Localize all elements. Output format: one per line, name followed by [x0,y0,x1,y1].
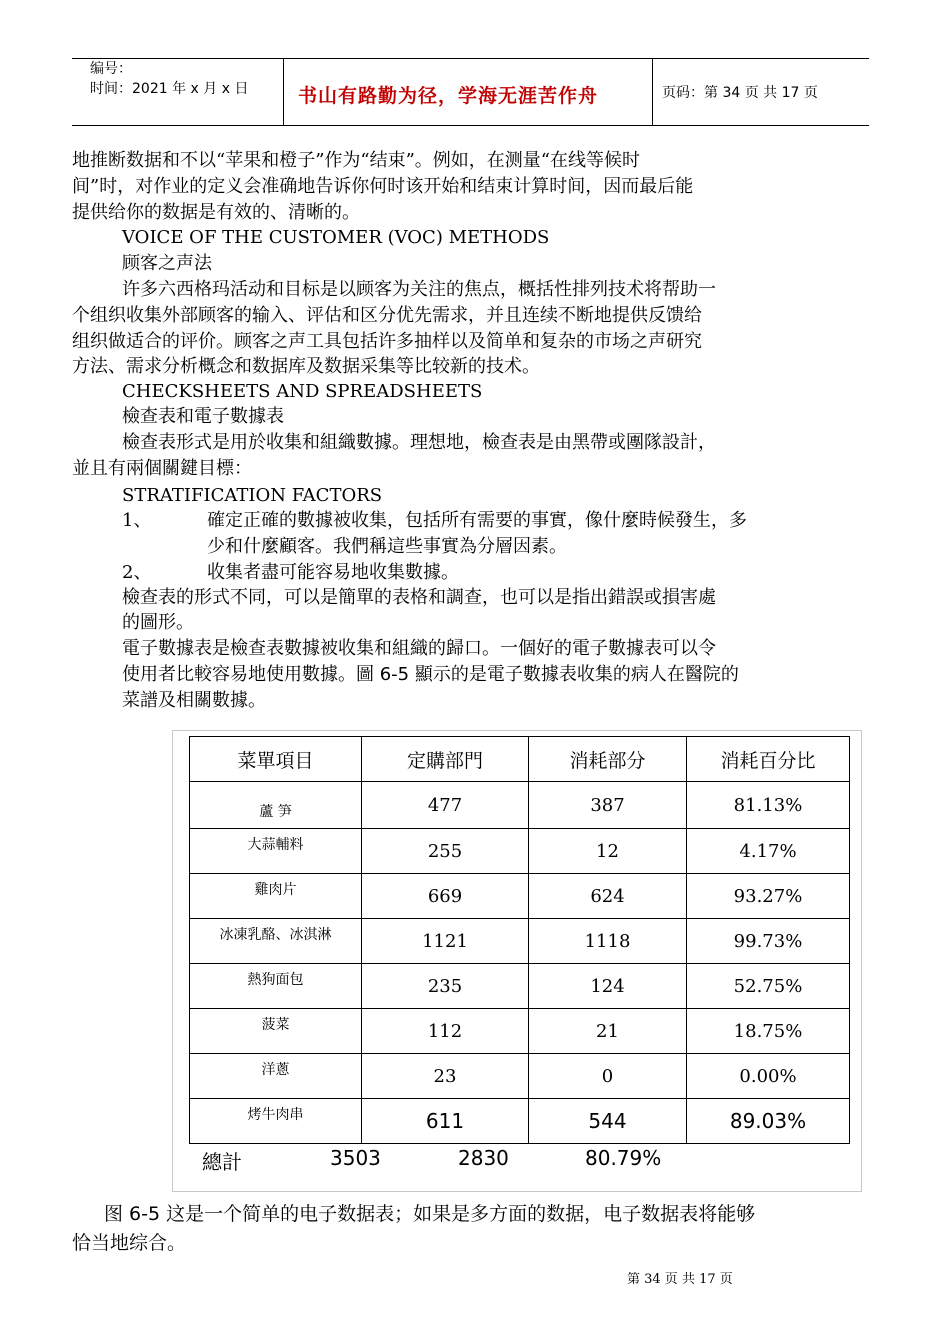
total-consumed: 2830 [458,1146,509,1170]
cell-item: 雞肉片 [190,874,362,919]
paragraph-1-line-1: 地推断数据和不以“苹果和橙子”作为“结束”。例如，在测量“在线等候时 [72,150,641,171]
header-top-rule [72,58,869,59]
total-percentage: 80.79% [585,1146,662,1170]
list-item-2-line-1: 收集者盡可能容易地收集數據。 [207,562,459,583]
paragraph-2-line-2: 个组织收集外部顾客的输入、评估和区分优先需求，并且连续不断地提供反馈给 [72,305,702,326]
cell-item: 蘆 笋 [190,782,362,829]
cell-consumed: 387 [529,782,687,829]
total-ordered: 3503 [330,1146,381,1170]
cell-item: 洋蔥 [190,1054,362,1099]
cell-item: 熱狗面包 [190,964,362,1009]
table-row [190,874,850,919]
paragraph-4-line-1: 檢查表的形式不同，可以是簡單的表格和調查，也可以是指出錯誤或損害處 [122,587,716,608]
header-ordered: 定購部門 [362,737,529,782]
header-bottom-rule [72,125,869,126]
paragraph-5-line-1: 電子數據表是檢查表數據被收集和組織的歸口。一個好的電子數據表可以令 [122,638,716,659]
cell-percentage: 18.75% [687,1009,850,1054]
cell-ordered: 112 [362,1009,529,1054]
list-item-1-line-2: 少和什麼顧客。我們稱這些事實為分層因素。 [207,536,567,557]
table-row [190,919,850,964]
paragraph-3-line-2: 並且有兩個關鍵目標： [72,458,252,479]
cell-ordered: 669 [362,874,529,919]
page-footer: 第 34 页 共 17 页 [627,1272,733,1287]
cell-consumed: 12 [529,829,687,874]
stratification-heading: STRATIFICATION FACTORS [122,485,383,506]
cell-percentage: 0.00% [687,1054,850,1099]
header-time-label: 时间：2021 年 x 月 x 日 [90,81,249,97]
cell-consumed: 21 [529,1009,687,1054]
cell-ordered: 255 [362,829,529,874]
voc-heading-cn: 顾客之声法 [122,253,212,274]
cell-item: 冰凍乳酪、冰淇淋 [190,919,362,964]
paragraph-5-line-2: 使用者比較容易地使用數據。圖 6-5 顯示的是電子數據表收集的病人在醫院的 [122,664,739,685]
cell-ordered: 477 [362,782,529,829]
cell-ordered: 1121 [362,919,529,964]
cell-ordered: 611 [362,1099,529,1144]
list-item-2-number: 2、 [122,562,152,583]
header-number-label: 编号： [90,61,132,77]
paragraph-2-line-3: 组织做适合的评价。顾客之声工具包括许多抽样以及简单和复杂的市场之声研究 [72,331,702,352]
checksheets-heading-en: CHECKSHEETS AND SPREADSHEETS [122,381,483,402]
paragraph-2-line-1: 许多六西格玛活动和目标是以顾客为关注的焦点，概括性排列技术将帮助一 [122,279,716,300]
list-item-1-number: 1、 [122,510,152,531]
figure-caption-line-2: 恰当地综合。 [72,1232,187,1254]
paragraph-1-line-2: 间”时，对作业的定义会准确地告诉你何时该开始和结束计算时间，因而最后能 [72,176,694,197]
list-item-1-line-1: 確定正確的數據被收集，包括所有需要的事實，像什麼時候發生，多 [207,510,747,531]
header-motto: 书山有路勤为径，学海无涯苦作舟 [298,85,599,107]
cell-consumed: 124 [529,964,687,1009]
table-header-row [190,737,850,782]
voc-heading-en: VOICE OF THE CUSTOMER (VOC) METHODS [122,227,550,248]
menu-spreadsheet-table [189,736,850,1144]
table-row [190,964,850,1009]
cell-percentage: 4.17% [687,829,850,874]
paragraph-4-line-2: 的圖形。 [122,612,194,633]
figure-caption-line-1: 图 6-5 这是一个简单的电子数据表；如果是多方面的数据，电子数据表将能够 [104,1203,756,1225]
cell-percentage: 99.73% [687,919,850,964]
table-row [190,829,850,874]
table-row [190,1009,850,1054]
cell-consumed: 1118 [529,919,687,964]
cell-item: 烤牛肉串 [190,1099,362,1144]
header-menu-item: 菜單項目 [190,737,362,782]
table-row [190,782,850,829]
cell-percentage: 93.27% [687,874,850,919]
header-divider-left [283,58,284,126]
header-page-label: 页码：第 34 页 共 17 页 [662,85,818,101]
paragraph-3-line-1: 檢查表形式是用於收集和組織數據。理想地，檢查表是由黑帶或團隊設計， [122,432,716,453]
cell-percentage: 81.13% [687,782,850,829]
header-consumed: 消耗部分 [529,737,687,782]
cell-item: 菠菜 [190,1009,362,1054]
cell-consumed: 624 [529,874,687,919]
header-percentage: 消耗百分比 [687,737,850,782]
cell-consumed: 0 [529,1054,687,1099]
table-row [190,1054,850,1099]
paragraph-5-line-3: 菜譜及相關數據。 [122,690,266,711]
paragraph-1-line-3: 提供给你的数据是有效的、清晰的。 [72,202,360,223]
table-row [190,1099,850,1144]
paragraph-2-line-4: 方法、需求分析概念和数据库及数据采集等比较新的技术。 [72,356,540,377]
cell-percentage: 89.03% [687,1099,850,1144]
cell-ordered: 23 [362,1054,529,1099]
cell-consumed: 544 [529,1099,687,1144]
cell-percentage: 52.75% [687,964,850,1009]
checksheets-heading-cn: 檢查表和電子數據表 [122,406,284,427]
cell-item: 大蒜輔料 [190,829,362,874]
total-label: 總計 [202,1150,242,1174]
cell-ordered: 235 [362,964,529,1009]
header-divider-right [652,58,653,126]
